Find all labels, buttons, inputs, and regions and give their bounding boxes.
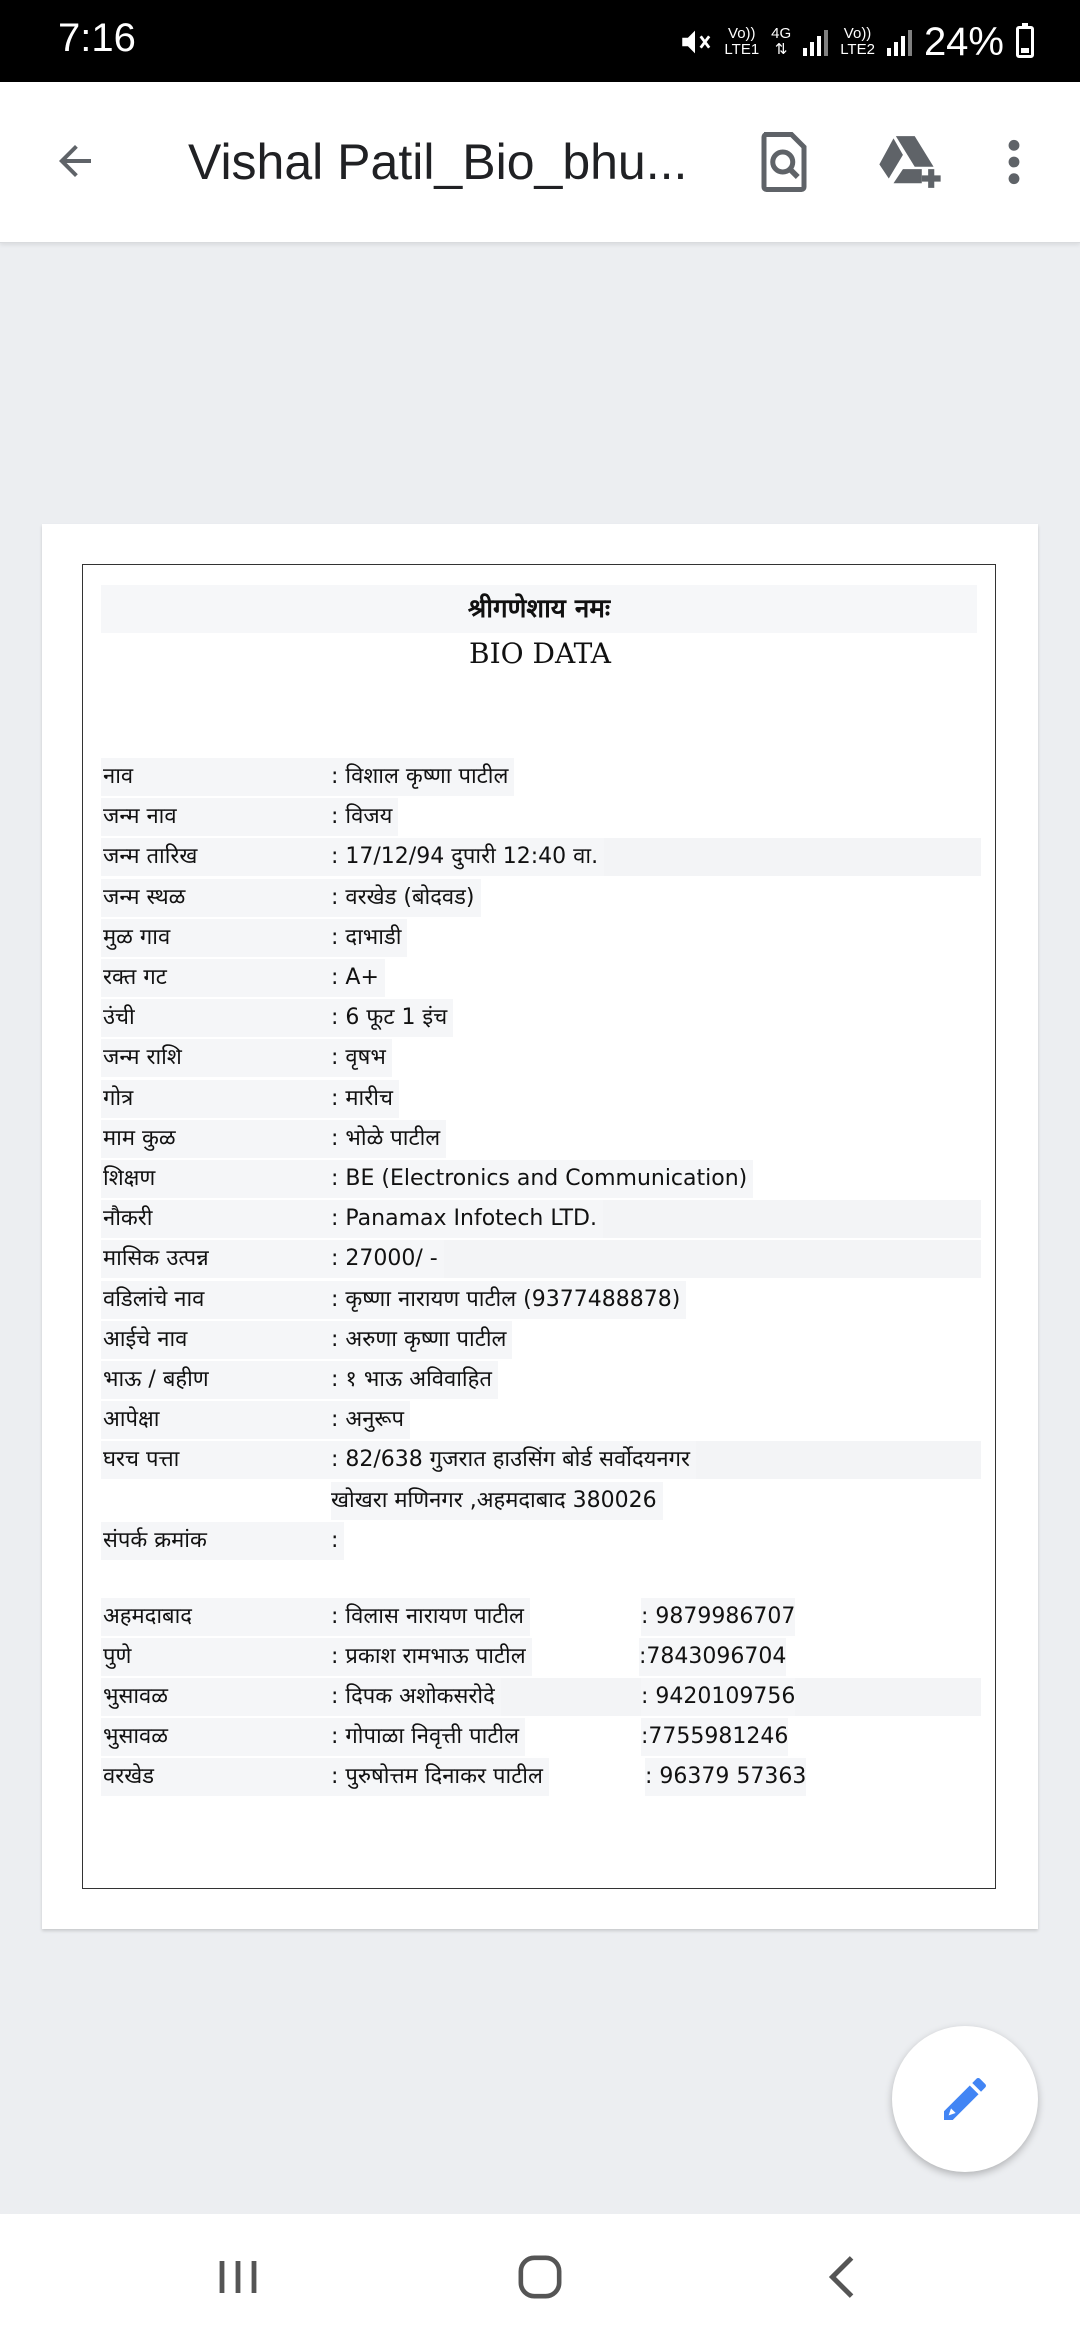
document-page (42, 524, 1038, 1929)
document-frame (82, 564, 996, 1889)
find-in-page-button[interactable] (746, 124, 822, 200)
detail-label: रक्त गट (101, 959, 333, 997)
detail-value: : 6 फूट 1 इंच (331, 999, 453, 1037)
detail-row (101, 1441, 981, 1479)
detail-value: : अनुरूप (331, 1401, 410, 1439)
doc-heading: श्रीगणेशाय नमः (101, 585, 977, 633)
detail-label: मुळ गाव (101, 919, 333, 957)
detail-value: खोखरा मणिनगर ,अहमदाबाद 380026 (331, 1482, 663, 1520)
detail-value: : 82/638 गुजरात हाउसिंग बोर्ड सर्वोदयनगर (331, 1441, 696, 1479)
contact-row (101, 1718, 981, 1756)
home-button[interactable] (500, 2242, 580, 2312)
back-button[interactable] (40, 126, 110, 196)
detail-value: : वृषभ (331, 1039, 392, 1077)
detail-value: : A+ (331, 959, 385, 997)
contact-name: : विलास नारायण पाटील (331, 1598, 530, 1636)
signal-icon-1 (803, 28, 828, 56)
sim1-volte: Vo)) (728, 25, 756, 42)
contact-city: भुसावळ (101, 1718, 333, 1756)
detail-row (101, 1039, 981, 1077)
sim1-indicator (724, 26, 759, 58)
sim2-volte: Vo)) (843, 25, 872, 42)
detail-label: गोत्र (101, 1080, 333, 1118)
system-nav-bar (0, 2214, 1080, 2340)
detail-label: संपर्क क्रमांक (101, 1522, 333, 1560)
detail-value: : मारीच (331, 1080, 399, 1118)
document-title: Vishal Patil_Bio_bhu... (188, 134, 688, 190)
status-icons (678, 16, 1034, 68)
battery-icon (1016, 26, 1034, 58)
detail-row (101, 1361, 981, 1399)
contact-row (101, 1598, 981, 1636)
contact-name: : प्रकाश रामभाऊ पाटील (331, 1638, 532, 1676)
contact-name: : गोपाळा निवृत्ती पाटील (331, 1718, 525, 1756)
detail-row (101, 919, 981, 957)
detail-value: : Panamax Infotech LTD. (331, 1200, 603, 1238)
nav-back-button[interactable] (802, 2242, 882, 2312)
signal-icon-2 (887, 28, 912, 56)
contact-row (101, 1638, 981, 1676)
detail-value: : वरखेड (बोदवड) (331, 879, 481, 917)
recent-apps-icon (216, 2257, 260, 2297)
detail-value: : विशाल कृष्णा पाटील (331, 758, 514, 796)
detail-value: : (331, 1522, 344, 1560)
battery-percent: 24% (923, 19, 1004, 64)
sim2-lte: LTE2 (840, 41, 875, 58)
nav-back-icon (824, 2254, 860, 2300)
more-options-button[interactable] (984, 124, 1044, 200)
detail-row (101, 1321, 981, 1359)
contact-city: भुसावळ (101, 1678, 333, 1716)
contact-phone: : 9879986707 (641, 1598, 795, 1636)
detail-label: नौकरी (101, 1200, 333, 1238)
app-bar (0, 82, 1080, 243)
recent-apps-button[interactable] (198, 2242, 278, 2312)
mute-icon (678, 25, 712, 59)
contact-phone: : 96379 57363 (645, 1758, 806, 1796)
detail-value: : कृष्णा नारायण पाटील (9377488878) (331, 1281, 686, 1319)
detail-label: जन्म तारिख (101, 838, 333, 876)
detail-value: : विजय (331, 798, 398, 836)
add-to-drive-icon (877, 133, 943, 191)
doc-subheading: BIO DATA (469, 637, 611, 670)
detail-label: शिक्षण (101, 1160, 333, 1198)
detail-row (101, 798, 981, 836)
detail-row (101, 1482, 981, 1520)
contact-row (101, 1678, 981, 1716)
detail-value: : 27000/ - (331, 1240, 444, 1278)
sim1-lte: LTE1 (724, 41, 760, 58)
back-arrow-icon (51, 137, 99, 185)
detail-label: आईचे नाव (101, 1321, 333, 1359)
data-arrows-icon: ⇅ (774, 41, 788, 58)
detail-label: उंची (101, 999, 333, 1037)
contact-name: : दिपक अशोकसरोदे (331, 1678, 501, 1716)
contact-city: पुणे (101, 1638, 333, 1676)
network-label: 4G (771, 25, 792, 42)
detail-label: माम कुळ (101, 1120, 333, 1158)
detail-row (101, 1401, 981, 1439)
detail-row (101, 1281, 981, 1319)
detail-row (101, 1160, 981, 1198)
detail-label: भाऊ / बहीण (101, 1361, 333, 1399)
detail-row (101, 1200, 981, 1238)
find-in-page-icon (758, 132, 810, 192)
contact-name: : पुरुषोत्तम दिनाकर पाटील (331, 1758, 549, 1796)
contact-phone: :7755981246 (641, 1718, 788, 1756)
detail-label: वडिलांचे नाव (101, 1281, 333, 1319)
detail-value: : दाभाडी (331, 919, 407, 957)
edit-fab-button[interactable] (892, 2026, 1038, 2172)
detail-row (101, 999, 981, 1037)
more-vert-icon (1006, 137, 1022, 187)
detail-value: : अरुणा कृष्णा पाटील (331, 1321, 512, 1359)
detail-label: जन्म स्थळ (101, 879, 333, 917)
detail-label: नाव (101, 758, 333, 796)
contact-row (101, 1758, 981, 1796)
add-to-drive-button[interactable] (872, 124, 948, 200)
status-bar (0, 0, 1080, 82)
detail-value: : 17/12/94 दुपारी 12:40 वा. (331, 838, 604, 876)
detail-label: आपेक्षा (101, 1401, 333, 1439)
home-icon (517, 2254, 563, 2300)
detail-row (101, 1080, 981, 1118)
status-time: 7:16 (58, 16, 136, 60)
sim2-indicator (840, 26, 875, 58)
detail-label: घरच पत्ता (101, 1441, 333, 1479)
detail-label: जन्म राशि (101, 1039, 333, 1077)
detail-row (101, 1522, 981, 1560)
detail-row (101, 959, 981, 997)
detail-label: जन्म नाव (101, 798, 333, 836)
detail-value: : भोळे पाटील (331, 1120, 446, 1158)
detail-row (101, 1120, 981, 1158)
detail-value: : BE (Electronics and Communication) (331, 1160, 753, 1198)
contact-city: वरखेड (101, 1758, 333, 1796)
detail-value: : १ भाऊ अविवाहित (331, 1361, 498, 1399)
detail-row (101, 879, 981, 917)
detail-row (101, 838, 981, 876)
detail-label: मासिक उत्पन्न (101, 1240, 333, 1278)
detail-row (101, 758, 981, 796)
network-type (771, 26, 791, 58)
contact-city: अहमदाबाद (101, 1598, 333, 1636)
detail-row (101, 1240, 981, 1278)
contact-phone: :7843096704 (639, 1638, 786, 1676)
contact-phone: : 9420109756 (641, 1678, 795, 1716)
edit-pencil-icon (937, 2071, 993, 2127)
